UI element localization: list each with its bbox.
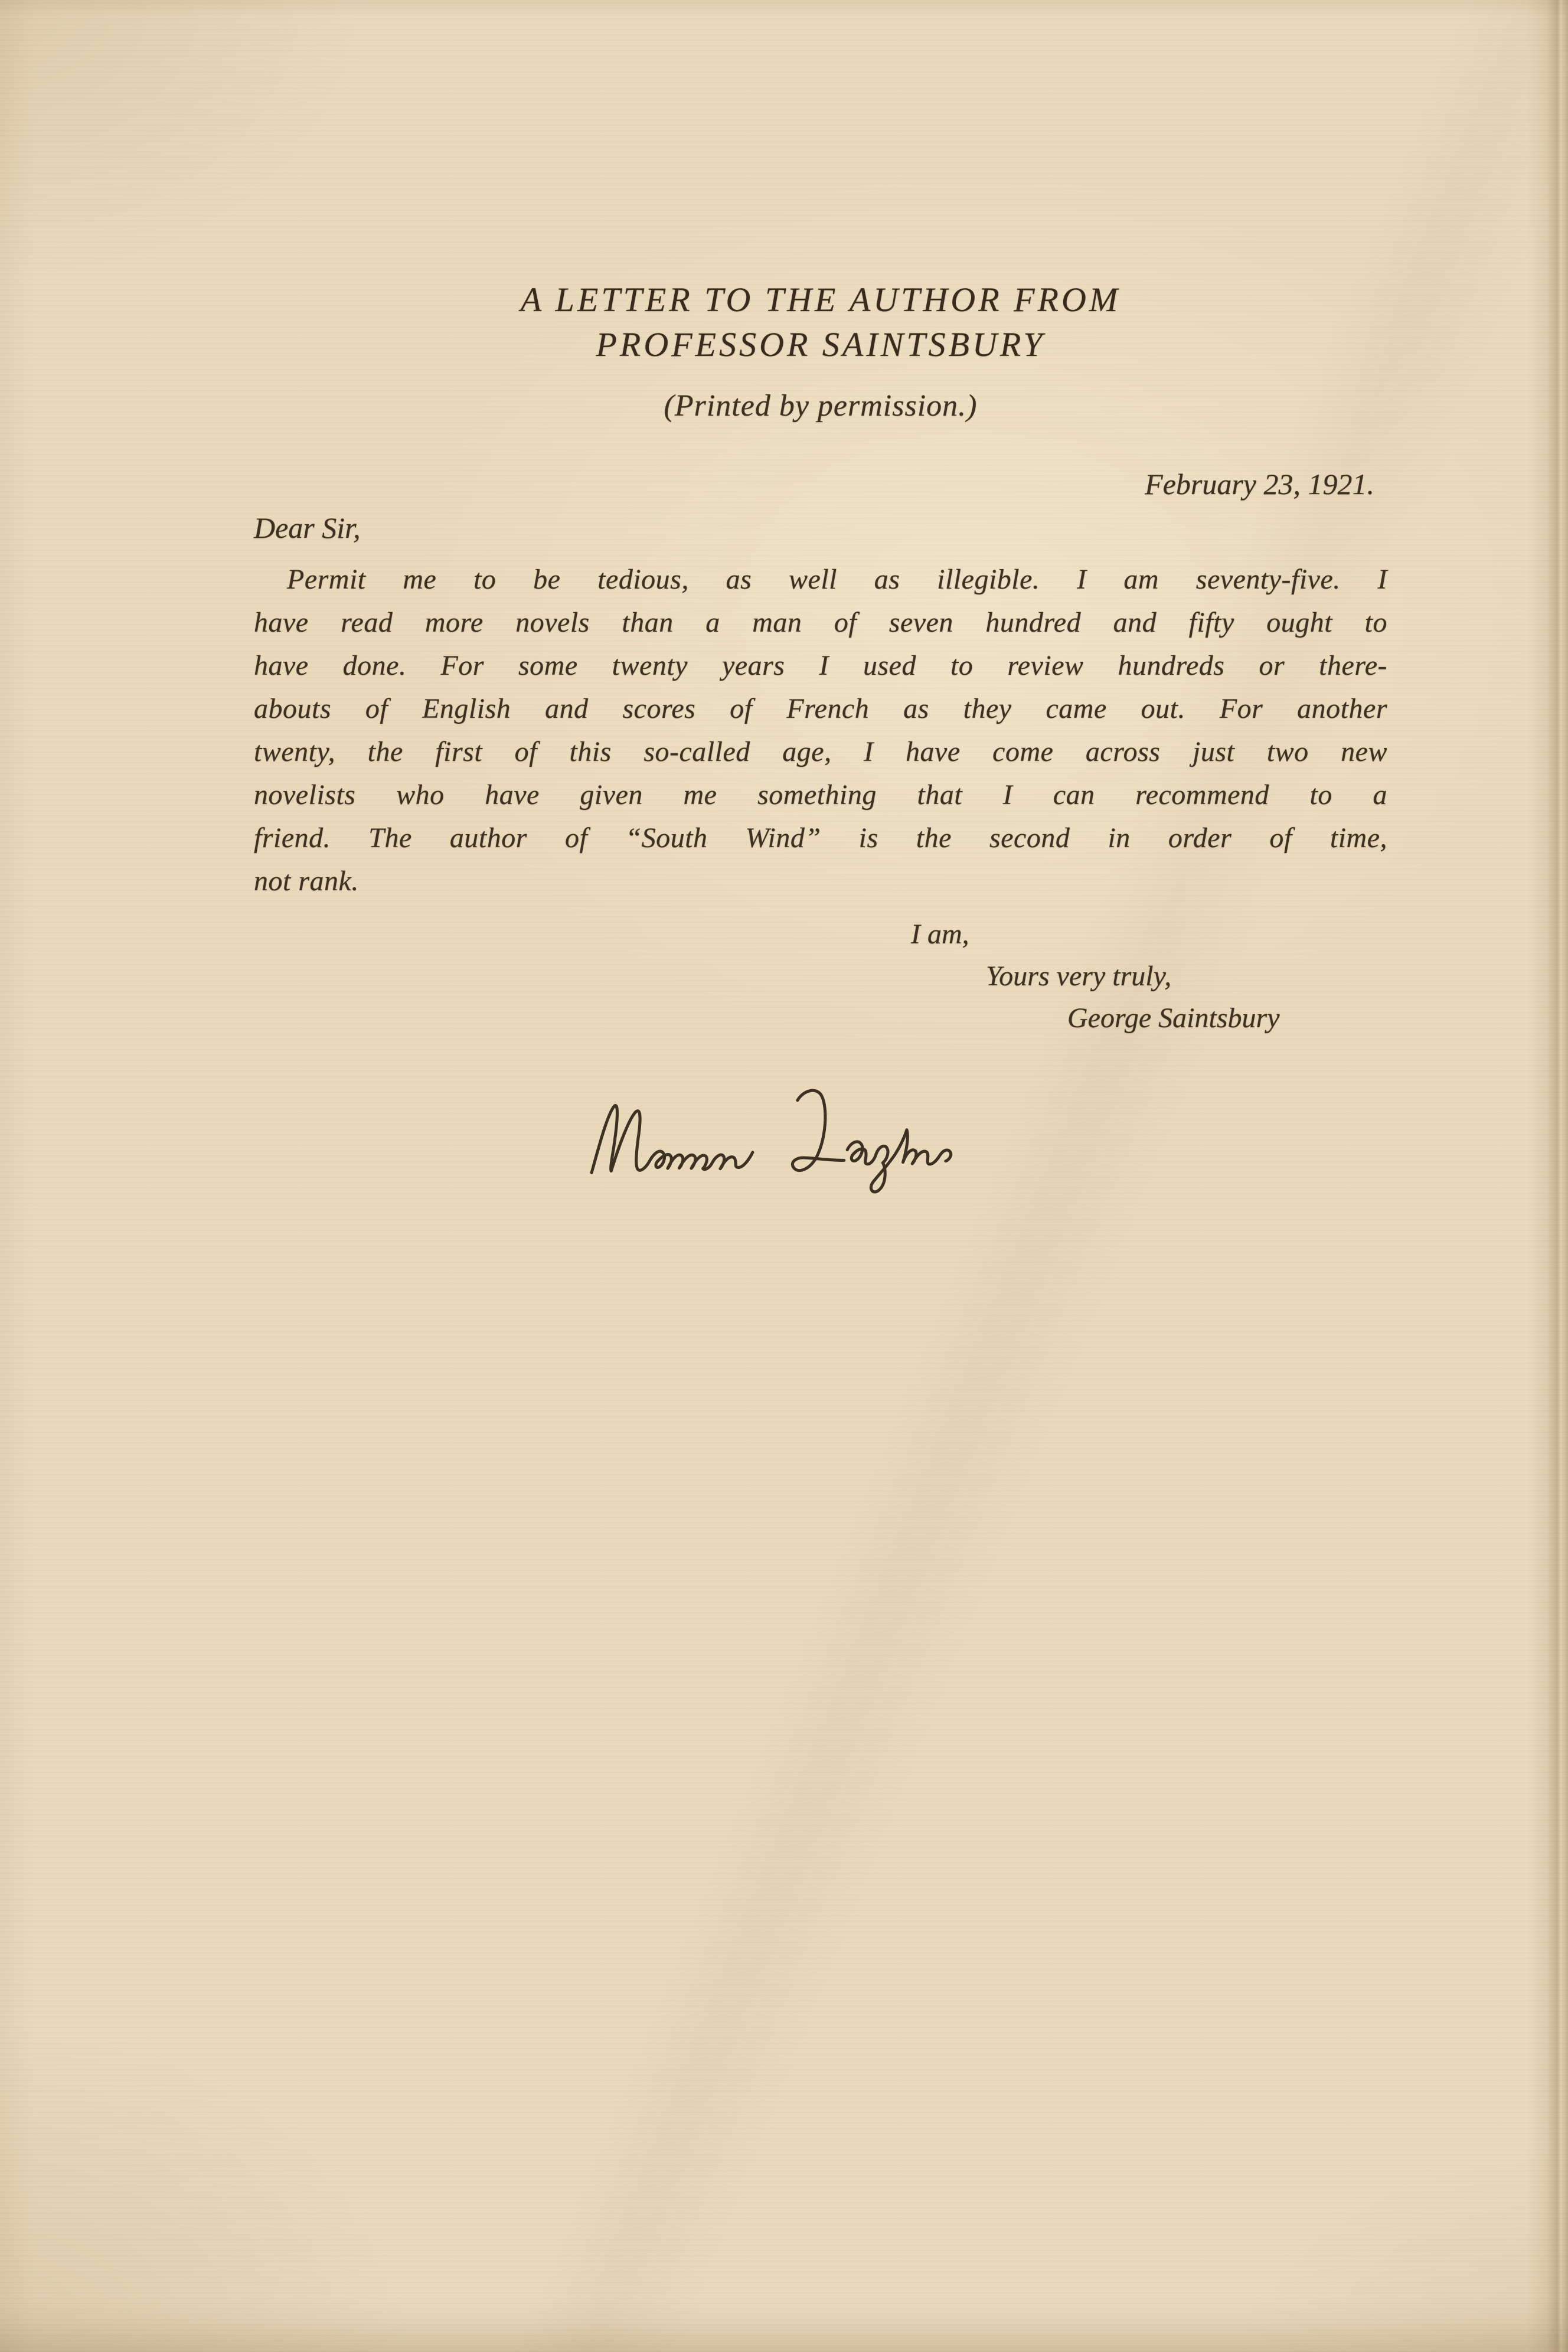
- letter-body-line: Permit me to be tedious, as well as illegible. I am seventy-five. I: [287, 564, 1387, 595]
- signature-norman-douglas: [576, 1077, 1054, 1204]
- printed-by-permission-note: (Printed by permission.): [664, 389, 978, 423]
- letter-body-line: friend. The author of “South Wind” is the second in order of time,: [254, 822, 1387, 854]
- letter-body: [254, 558, 1387, 903]
- closing-yours-very-truly: Yours very truly,: [986, 961, 1172, 992]
- letter-closing: [254, 913, 1387, 1039]
- letter-content: [254, 0, 1387, 1204]
- signature-svg: [576, 1077, 1054, 1204]
- letter-body-line: novelists who have given me something that I can recommend to a: [254, 779, 1387, 811]
- letter-body-line: twenty, the first of this so-called age, I have come across just two new: [254, 736, 1387, 767]
- letter-body-line: abouts of English and scores of French as they came out. For another: [254, 693, 1387, 724]
- letter-date: February 23, 1921.: [1145, 468, 1374, 501]
- letter-title: [254, 277, 1387, 367]
- signature-stroke: [847, 1129, 952, 1193]
- letter-title-line2: PROFESSOR SAINTSBURY: [596, 325, 1046, 364]
- signature-stroke: [590, 1102, 753, 1173]
- letter-body-line: not rank.: [254, 865, 359, 897]
- letter-body-line: have done. For some twenty years I used to review hundreds or there-: [254, 650, 1387, 681]
- closing-george-saintsbury: George Saintsbury: [1067, 1002, 1280, 1034]
- letter-salutation: Dear Sir,: [254, 511, 361, 544]
- letter-body-line: have read more novels than a man of seven hundred and fifty ought to: [254, 607, 1387, 638]
- signature-stroke: [790, 1090, 844, 1171]
- letter-title-line1: A LETTER TO THE AUTHOR FROM: [520, 280, 1121, 319]
- closing-i-am: I am,: [911, 919, 969, 950]
